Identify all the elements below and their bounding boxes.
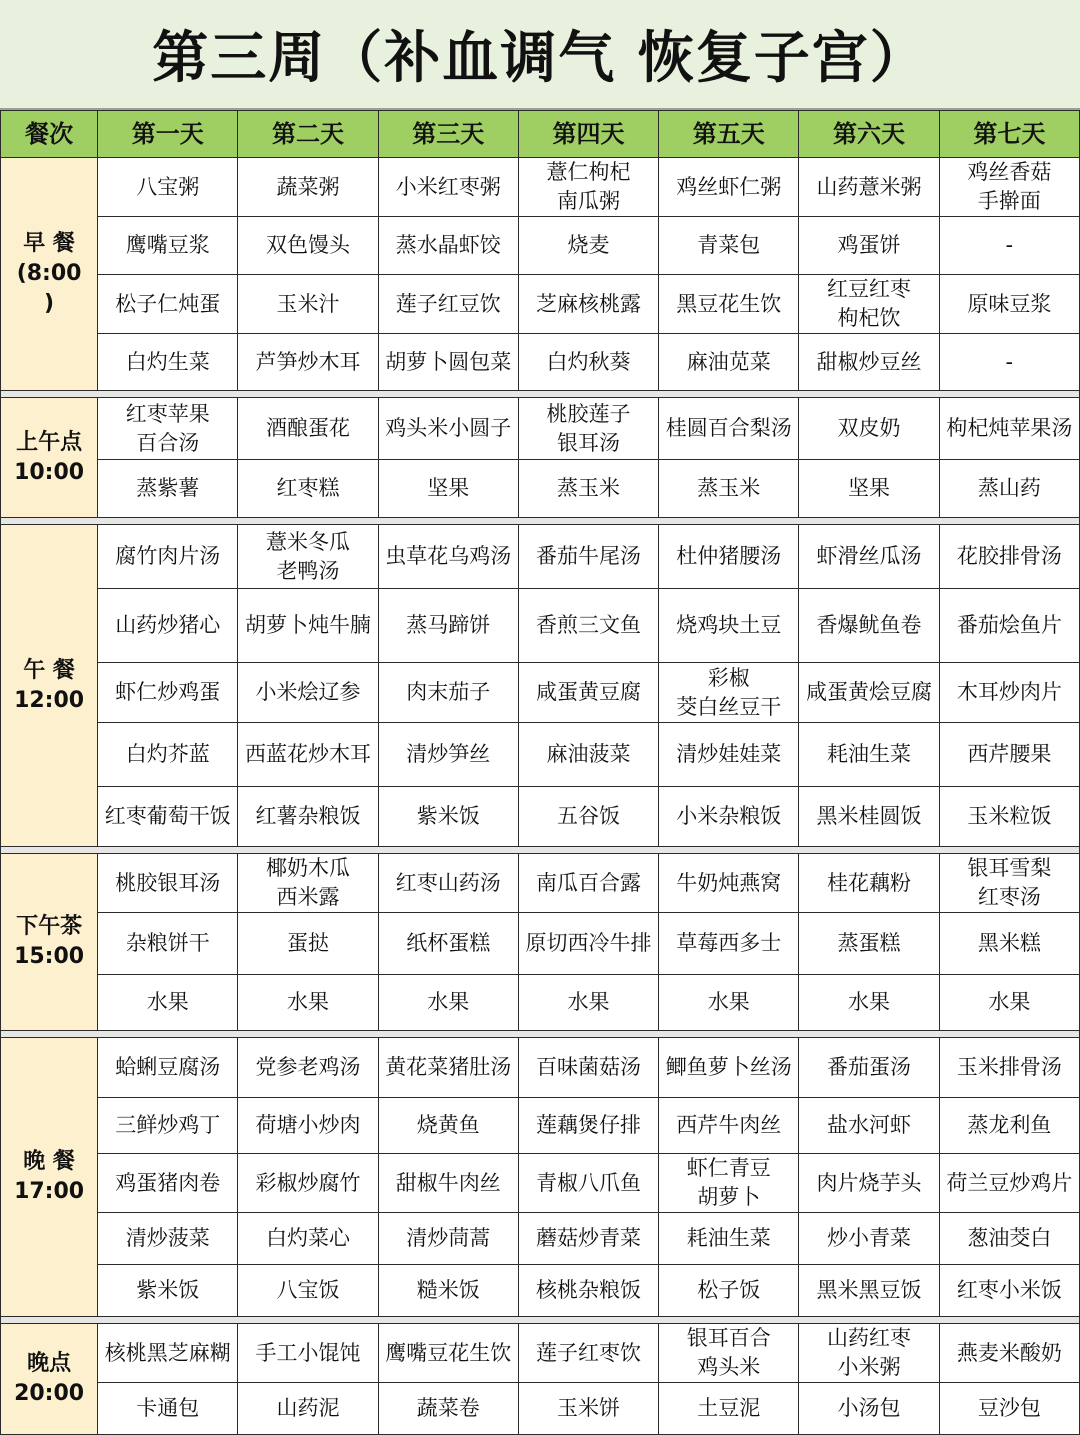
dish-cell: 山药红枣 小米粥: [799, 1324, 939, 1383]
dish-cell: 蒸龙利鱼: [939, 1098, 1079, 1154]
dish-cell: 蛋挞: [238, 913, 378, 975]
meal-plan-table: [0, 110, 1080, 1435]
meal-label: 早 餐 (8:00 ): [1, 158, 98, 391]
dish-cell: 紫米饭: [378, 787, 518, 847]
dish-cell: 甜椒牛肉丝: [378, 1154, 518, 1213]
dish-cell: 腐竹肉片汤: [98, 525, 238, 589]
table-row: [1, 398, 1080, 460]
dish-cell: 鲫鱼萝卜丝汤: [659, 1038, 799, 1098]
dish-cell: 咸蛋黄烩豆腐: [799, 663, 939, 723]
page-title: 第三周（补血调气 恢复子宫）: [0, 0, 1080, 110]
dish-cell: 红薯杂粮饭: [238, 787, 378, 847]
table-row: [1, 1383, 1080, 1435]
table-row: [1, 589, 1080, 663]
meal-label: 晚点 20:00: [1, 1324, 98, 1435]
dish-cell: 水果: [799, 975, 939, 1031]
dish-cell: 蛤蜊豆腐汤: [98, 1038, 238, 1098]
dish-cell: 黑豆花生饮: [659, 275, 799, 334]
dish-cell: 芝麻核桃露: [518, 275, 658, 334]
table-row: [1, 158, 1080, 217]
dish-cell: 红豆红枣 枸杞饮: [799, 275, 939, 334]
dish-cell: 虾仁青豆 胡萝卜: [659, 1154, 799, 1213]
dish-cell: 胡萝卜炖牛腩: [238, 589, 378, 663]
dish-cell: 肉片烧芋头: [799, 1154, 939, 1213]
dish-cell: 葱油茭白: [939, 1213, 1079, 1265]
dish-cell: -: [939, 334, 1079, 391]
header-day-2: 第二天: [238, 111, 378, 158]
table-row: [1, 854, 1080, 913]
dish-cell: 小米烩辽参: [238, 663, 378, 723]
dish-cell: 清炒茼蒿: [378, 1213, 518, 1265]
dish-cell: 手工小馄饨: [238, 1324, 378, 1383]
header-day-1: 第一天: [98, 111, 238, 158]
dish-cell: 黑米黑豆饭: [799, 1265, 939, 1317]
dish-cell: 荷塘小炒肉: [238, 1098, 378, 1154]
dish-cell: 西芹牛肉丝: [659, 1098, 799, 1154]
header-day-4: 第四天: [518, 111, 658, 158]
dish-cell: 白灼生菜: [98, 334, 238, 391]
table-row: [1, 1098, 1080, 1154]
dish-cell: 白灼菜心: [238, 1213, 378, 1265]
dish-cell: 杂粮饼干: [98, 913, 238, 975]
dish-cell: 薏仁枸杞 南瓜粥: [518, 158, 658, 217]
dish-cell: 银耳百合 鸡头米: [659, 1324, 799, 1383]
dish-cell: 南瓜百合露: [518, 854, 658, 913]
dish-cell: 莲子红豆饮: [378, 275, 518, 334]
dish-cell: 彩椒炒腐竹: [238, 1154, 378, 1213]
dish-cell: 山药炒猪心: [98, 589, 238, 663]
dish-cell: 蒸紫薯: [98, 460, 238, 518]
table-row: [1, 1213, 1080, 1265]
dish-cell: 草莓西多士: [659, 913, 799, 975]
meal-label: 下午茶 15:00: [1, 854, 98, 1031]
dish-cell: 土豆泥: [659, 1383, 799, 1435]
table-row: [1, 913, 1080, 975]
table-row: [1, 460, 1080, 518]
dish-cell: 纸杯蛋糕: [378, 913, 518, 975]
table-row: [1, 975, 1080, 1031]
dish-cell: 虫草花乌鸡汤: [378, 525, 518, 589]
dish-cell: 彩椒 茭白丝豆干: [659, 663, 799, 723]
dish-cell: 百味菌菇汤: [518, 1038, 658, 1098]
header-day-5: 第五天: [659, 111, 799, 158]
dish-cell: 核桃杂粮饭: [518, 1265, 658, 1317]
table-row: [1, 1154, 1080, 1213]
dish-cell: 炒小青菜: [799, 1213, 939, 1265]
dish-cell: 清炒笋丝: [378, 723, 518, 787]
dish-cell: 燕麦米酸奶: [939, 1324, 1079, 1383]
header-day-7: 第七天: [939, 111, 1079, 158]
dish-cell: 清炒娃娃菜: [659, 723, 799, 787]
dish-cell: 山药薏米粥: [799, 158, 939, 217]
dish-cell: 小米杂粮饭: [659, 787, 799, 847]
dish-cell: 玉米汁: [238, 275, 378, 334]
dish-cell: 枸杞炖苹果汤: [939, 398, 1079, 460]
dish-cell: 西芹腰果: [939, 723, 1079, 787]
table-row: [1, 1038, 1080, 1098]
table-row: [1, 723, 1080, 787]
dish-cell: 党参老鸡汤: [238, 1038, 378, 1098]
separator-cell: [1, 391, 1080, 398]
dish-cell: 鸡蛋猪肉卷: [98, 1154, 238, 1213]
dish-cell: 水果: [378, 975, 518, 1031]
dish-cell: 清炒菠菜: [98, 1213, 238, 1265]
dish-cell: 薏米冬瓜 老鸭汤: [238, 525, 378, 589]
dish-cell: 玉米排骨汤: [939, 1038, 1079, 1098]
dish-cell: 杜仲猪腰汤: [659, 525, 799, 589]
separator-cell: [1, 847, 1080, 854]
dish-cell: 坚果: [378, 460, 518, 518]
dish-cell: 黑米糕: [939, 913, 1079, 975]
dish-cell: 小米红枣粥: [378, 158, 518, 217]
section-separator: [1, 391, 1080, 398]
dish-cell: 红枣小米饭: [939, 1265, 1079, 1317]
dish-cell: 红枣山药汤: [378, 854, 518, 913]
dish-cell: 双色馒头: [238, 217, 378, 275]
dish-cell: 蒸蛋糕: [799, 913, 939, 975]
dish-cell: 莲子红枣饮: [518, 1324, 658, 1383]
dish-cell: 香爆鱿鱼卷: [799, 589, 939, 663]
section-separator: [1, 1317, 1080, 1324]
dish-cell: 麻油菠菜: [518, 723, 658, 787]
dish-cell: 蒸水晶虾饺: [378, 217, 518, 275]
dish-cell: 红枣糕: [238, 460, 378, 518]
dish-cell: 紫米饭: [98, 1265, 238, 1317]
dish-cell: 咸蛋黄豆腐: [518, 663, 658, 723]
dish-cell: 莲藕煲仔排: [518, 1098, 658, 1154]
dish-cell: 豆沙包: [939, 1383, 1079, 1435]
dish-cell: 八宝饭: [238, 1265, 378, 1317]
dish-cell: 卡通包: [98, 1383, 238, 1435]
dish-cell: 山药泥: [238, 1383, 378, 1435]
meal-label: 午 餐 12:00: [1, 525, 98, 847]
dish-cell: 耗油生菜: [799, 723, 939, 787]
dish-cell: 蒸玉米: [659, 460, 799, 518]
dish-cell: 胡萝卜圆包菜: [378, 334, 518, 391]
dish-cell: 原味豆浆: [939, 275, 1079, 334]
dish-cell: 小汤包: [799, 1383, 939, 1435]
separator-cell: [1, 518, 1080, 525]
dish-cell: 桂花藕粉: [799, 854, 939, 913]
meal-label: 晚 餐 17:00: [1, 1038, 98, 1317]
dish-cell: 鸡丝虾仁粥: [659, 158, 799, 217]
dish-cell: 红枣葡萄干饭: [98, 787, 238, 847]
dish-cell: 青椒八爪鱼: [518, 1154, 658, 1213]
dish-cell: 鸡头米小圆子: [378, 398, 518, 460]
dish-cell: 玉米饼: [518, 1383, 658, 1435]
dish-cell: 黑米桂圆饭: [799, 787, 939, 847]
dish-cell: 香煎三文鱼: [518, 589, 658, 663]
dish-cell: 青菜包: [659, 217, 799, 275]
dish-cell: 黄花菜猪肚汤: [378, 1038, 518, 1098]
section-separator: [1, 847, 1080, 854]
dish-cell: 红枣苹果 百合汤: [98, 398, 238, 460]
dish-cell: 五谷饭: [518, 787, 658, 847]
dish-cell: 银耳雪梨 红枣汤: [939, 854, 1079, 913]
dish-cell: 鸡蛋饼: [799, 217, 939, 275]
header-meal: 餐次: [1, 111, 98, 158]
table-row: [1, 275, 1080, 334]
header-row: [1, 111, 1080, 158]
header-day-6: 第六天: [799, 111, 939, 158]
dish-cell: 三鲜炒鸡丁: [98, 1098, 238, 1154]
header-day-3: 第三天: [378, 111, 518, 158]
dish-cell: 芦笋炒木耳: [238, 334, 378, 391]
dish-cell: 盐水河虾: [799, 1098, 939, 1154]
dish-cell: 双皮奶: [799, 398, 939, 460]
dish-cell: 肉末茄子: [378, 663, 518, 723]
dish-cell: 白灼芥蓝: [98, 723, 238, 787]
dish-cell: 蒸山药: [939, 460, 1079, 518]
dish-cell: 桃胶银耳汤: [98, 854, 238, 913]
dish-cell: 虾滑丝瓜汤: [799, 525, 939, 589]
dish-cell: 荷兰豆炒鸡片: [939, 1154, 1079, 1213]
dish-cell: 水果: [98, 975, 238, 1031]
dish-cell: 蔬菜粥: [238, 158, 378, 217]
dish-cell: 牛奶炖燕窝: [659, 854, 799, 913]
dish-cell: 烧麦: [518, 217, 658, 275]
dish-cell: 耗油生菜: [659, 1213, 799, 1265]
dish-cell: 松子饭: [659, 1265, 799, 1317]
dish-cell: 坚果: [799, 460, 939, 518]
dish-cell: 核桃黑芝麻糊: [98, 1324, 238, 1383]
dish-cell: 番茄牛尾汤: [518, 525, 658, 589]
dish-cell: 花胶排骨汤: [939, 525, 1079, 589]
dish-cell: 木耳炒肉片: [939, 663, 1079, 723]
dish-cell: 白灼秋葵: [518, 334, 658, 391]
dish-cell: 玉米粒饭: [939, 787, 1079, 847]
dish-cell: 水果: [939, 975, 1079, 1031]
dish-cell: 松子仁炖蛋: [98, 275, 238, 334]
dish-cell: 烧黄鱼: [378, 1098, 518, 1154]
dish-cell: 番茄蛋汤: [799, 1038, 939, 1098]
dish-cell: 鹰嘴豆花生饮: [378, 1324, 518, 1383]
dish-cell: 糙米饭: [378, 1265, 518, 1317]
dish-cell: 鸡丝香菇 手擀面: [939, 158, 1079, 217]
dish-cell: 酒酿蛋花: [238, 398, 378, 460]
dish-cell: 虾仁炒鸡蛋: [98, 663, 238, 723]
section-separator: [1, 1031, 1080, 1038]
dish-cell: 水果: [238, 975, 378, 1031]
dish-cell: 桂圆百合梨汤: [659, 398, 799, 460]
dish-cell: 麻油苋菜: [659, 334, 799, 391]
dish-cell: 桃胶莲子 银耳汤: [518, 398, 658, 460]
dish-cell: 烧鸡块土豆: [659, 589, 799, 663]
dish-cell: -: [939, 217, 1079, 275]
dish-cell: 原切西冷牛排: [518, 913, 658, 975]
meal-label: 上午点 10:00: [1, 398, 98, 518]
separator-cell: [1, 1317, 1080, 1324]
dish-cell: 蘑菇炒青菜: [518, 1213, 658, 1265]
dish-cell: 番茄烩鱼片: [939, 589, 1079, 663]
separator-cell: [1, 1031, 1080, 1038]
dish-cell: 鹰嘴豆浆: [98, 217, 238, 275]
table-row: [1, 334, 1080, 391]
table-row: [1, 663, 1080, 723]
dish-cell: 蔬菜卷: [378, 1383, 518, 1435]
table-row: [1, 787, 1080, 847]
table-row: [1, 1324, 1080, 1383]
table-row: [1, 1265, 1080, 1317]
dish-cell: 水果: [659, 975, 799, 1031]
dish-cell: 西蓝花炒木耳: [238, 723, 378, 787]
dish-cell: 水果: [518, 975, 658, 1031]
dish-cell: 甜椒炒豆丝: [799, 334, 939, 391]
dish-cell: 椰奶木瓜 西米露: [238, 854, 378, 913]
dish-cell: 蒸玉米: [518, 460, 658, 518]
table-row: [1, 217, 1080, 275]
section-separator: [1, 518, 1080, 525]
dish-cell: 八宝粥: [98, 158, 238, 217]
table-row: [1, 525, 1080, 589]
dish-cell: 蒸马蹄饼: [378, 589, 518, 663]
